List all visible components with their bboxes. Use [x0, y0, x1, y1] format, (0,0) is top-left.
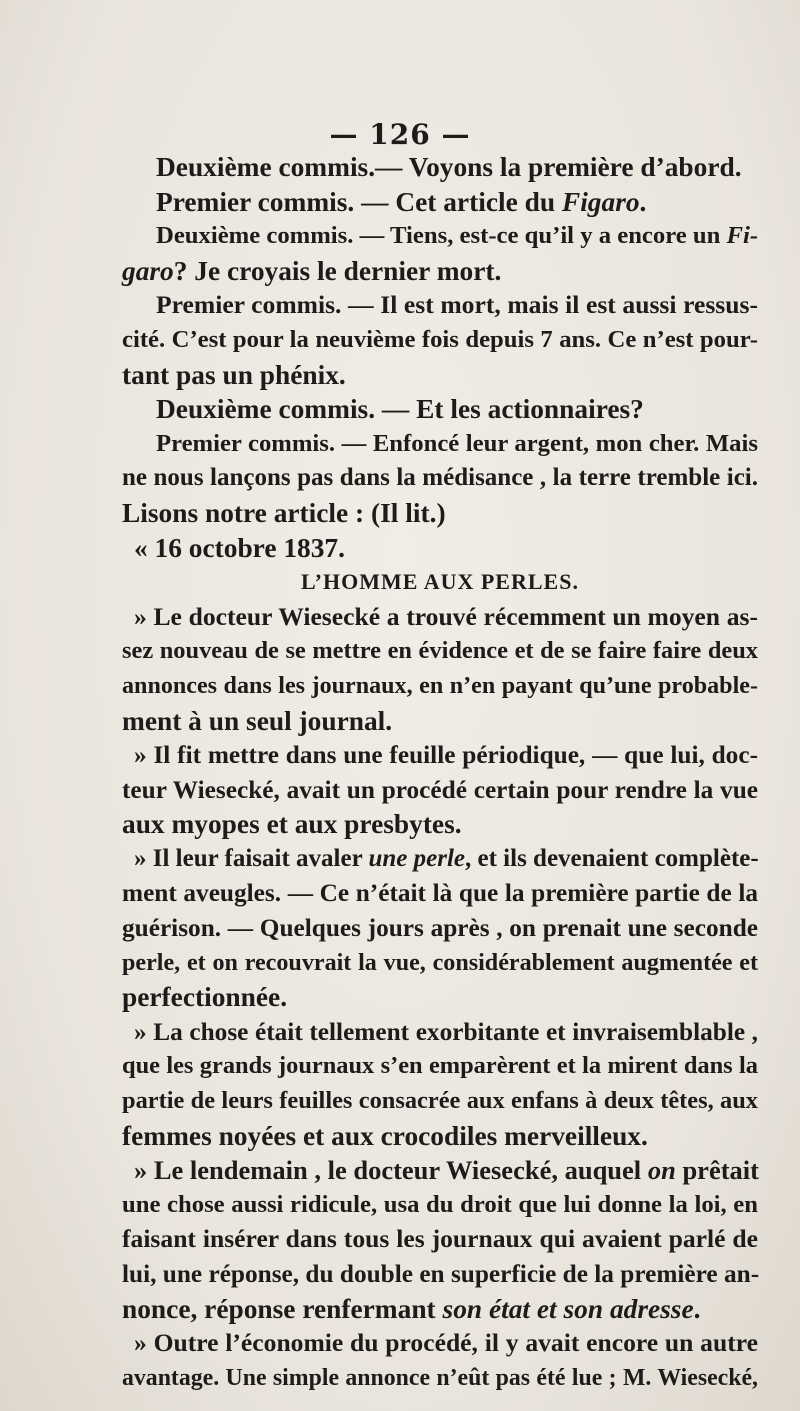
text-line: aux myopes et aux presbytes. [122, 809, 462, 840]
text-line: Deuxième commis. — Et les actionnaires? [156, 394, 644, 425]
text-line: Deuxième commis.— Voyons la première d’abord. [156, 152, 742, 182]
text-line: » Outre l’économie du procédé, il y avait encore un autre [134, 1328, 758, 1358]
text-line: Deuxième commis. — Tiens, est-ce qu’il y a encore un Fi- [156, 222, 759, 250]
text-line: ment à un seul journal. [122, 705, 393, 736]
text-line: Premier commis. — Il est mort, mais il est aussi ressus- [156, 290, 758, 320]
text-line: annonces dans les journaux, en n’en payant qu’une probable- [122, 672, 758, 699]
text-line: sez nouveau de se mettre en évidence et de se faire faire deux [122, 637, 758, 665]
text-line: une chose aussi ridicule, usa du droit que lui donne la loi, en [122, 1190, 758, 1218]
article-title: L’HOMME AUX PERLES. [301, 569, 579, 595]
text-line: que les grands journaux s’en emparèrent et la mirent dans la [122, 1052, 758, 1080]
text-line: nonce, réponse renfermant son état et son adresse. [122, 1293, 701, 1324]
text-line: cité. C’est pour la neuvième fois depuis 7 ans. Ce n’est pour- [122, 325, 758, 353]
text-line: » Il leur faisait avaler une perle, et ils devenaient complète- [134, 844, 759, 872]
text-line: ne nous lançons pas dans la médisance , la terre tremble ici. [122, 464, 758, 492]
text-line: guérison. — Quelques jours après , on prenait une seconde [122, 914, 758, 943]
text-line: femmes noyées et aux crocodiles merveilleux. [122, 1120, 648, 1151]
text-line: » Il fit mettre dans une feuille périodique, — que lui, doc- [134, 741, 758, 770]
text-line: Premier commis. — Enfoncé leur argent, mon cher. Mais [156, 429, 758, 457]
text-line: » Le docteur Wiesecké a trouvé récemment un moyen as- [134, 601, 758, 631]
text-line: « 16 octobre 1837. [134, 532, 345, 563]
text-line: teur Wiesecké, avait un procédé certain pour rendre la vue [122, 775, 758, 804]
text-line: lui, une réponse, du double en superficie de la première an- [122, 1260, 760, 1288]
text-line: ment aveugles. — Ce n’était là que la première partie de la [122, 879, 758, 908]
body-text [122, 150, 758, 1395]
text-line: Premier commis. — Cet article du Figaro. [156, 186, 647, 217]
text-line: tant pas un phénix. [122, 359, 346, 390]
text-line: avantage. Une simple annonce n’eût pas été lue ; M. Wiesecké, [122, 1364, 758, 1391]
text-line: faisant insérer dans tous les journaux qui avaient parlé de [122, 1224, 758, 1254]
text-line: perfectionnée. [122, 982, 288, 1013]
text-line: perle, et on recouvrait la vue, considérablement augmentée et [122, 949, 758, 976]
page-number: — 126 — [329, 118, 471, 151]
text-line: partie de leurs feuilles consacrée aux enfans à deux têtes, aux [122, 1087, 758, 1115]
text-line: » Le lendemain , le docteur Wiesecké, auquel on prêtait [134, 1155, 759, 1186]
text-line: Lisons notre article : (Il lit.) [122, 497, 446, 528]
text-line: » La chose était tellement exorbitante et invraisemblable , [134, 1017, 758, 1046]
text-line: garo? Je croyais le dernier mort. [122, 255, 502, 286]
